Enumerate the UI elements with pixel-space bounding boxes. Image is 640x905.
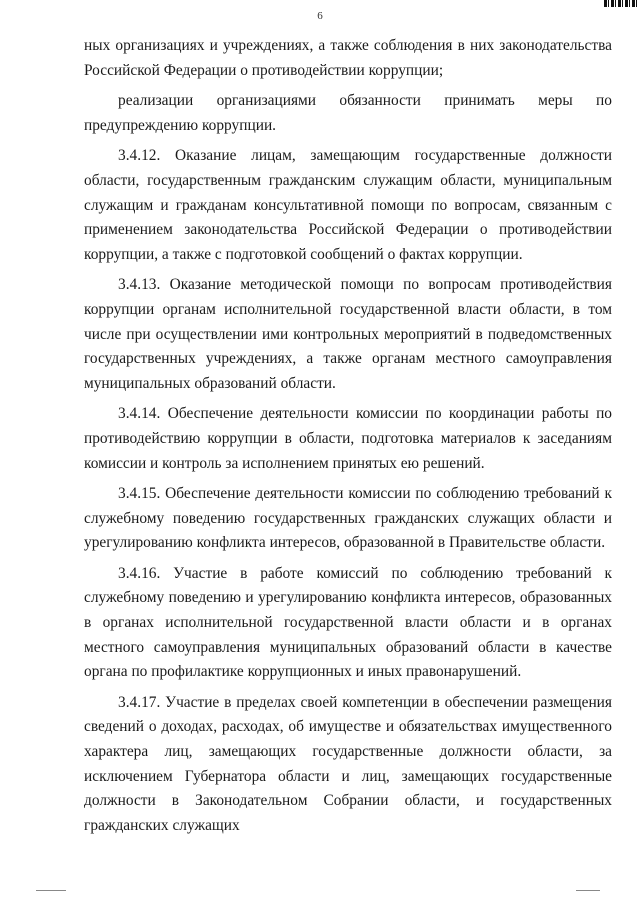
paragraph-3-4-17: 3.4.17. Участие в пределах своей компетенции в обеспечении размещения сведений о доходах, расходах, об имуществе и обязательствах имущественного характера лиц, замещающих государственные должности области, за исключением Губернатора области и лиц, замещающих государственные должности в Законодательном Собрании области, и государственных гражданских служащих: [84, 693, 612, 834]
document-body: [84, 34, 612, 844]
paragraph-3-4-16: 3.4.16. Участие в работе комиссий по соблюдению требований к служебному поведению и урегулированию конфликта интересов, образованных в органах исполнительной государственной власти области и в органах местного самоуправления муниципальных образований области в качестве органа по профилактике коррупционных и иных правонарушений.: [84, 564, 612, 681]
scan-edge-mark-right: [576, 890, 600, 891]
paragraph-3-4-12: 3.4.12. Оказание лицам, замещающим государственные должности области, государственным гражданским служащим области, муниципальным служащим и гражданам консультативной помощи по вопросам, связанным с применением законодательства Российской Федерации о противодействии коррупции, а также с подготовкой сообщений о фактах коррупции.: [84, 147, 612, 263]
paragraph-3-4-13: 3.4.13. Оказание методической помощи по вопросам противодействия коррупции органам исполнительной государственной власти области, в том числе при осуществлении ими контрольных мероприятий в подведомственных государственных учреждениях, а также органам местного самоуправления муниципальных образований области.: [84, 276, 612, 392]
paragraph-continuation: ных организациях и учреждениях, а также соблюдения в них законодательства Российской Федерации о противодействии коррупции;: [84, 37, 612, 79]
page-number: 6: [317, 10, 323, 22]
paragraph-3-4-14: 3.4.14. Обеспечение деятельности комиссии по координации работы по противодействию коррупции в области, подготовка материалов к заседаниям комиссии и контроль за исполнением принятых ею решений.: [84, 405, 612, 472]
paragraph-3-4-15: 3.4.15. Обеспечение деятельности комиссии по соблюдению требований к служебному поведению государственных гражданских служащих области и урегулированию конфликта интересов, образованной в Правительстве области.: [84, 485, 612, 552]
paragraph-prevention-duty: реализации организациями обязанности принимать меры по предупреждению коррупции.: [84, 92, 612, 134]
scan-edge-mark-left: [36, 890, 66, 891]
scan-corner-mark: [604, 0, 638, 7]
